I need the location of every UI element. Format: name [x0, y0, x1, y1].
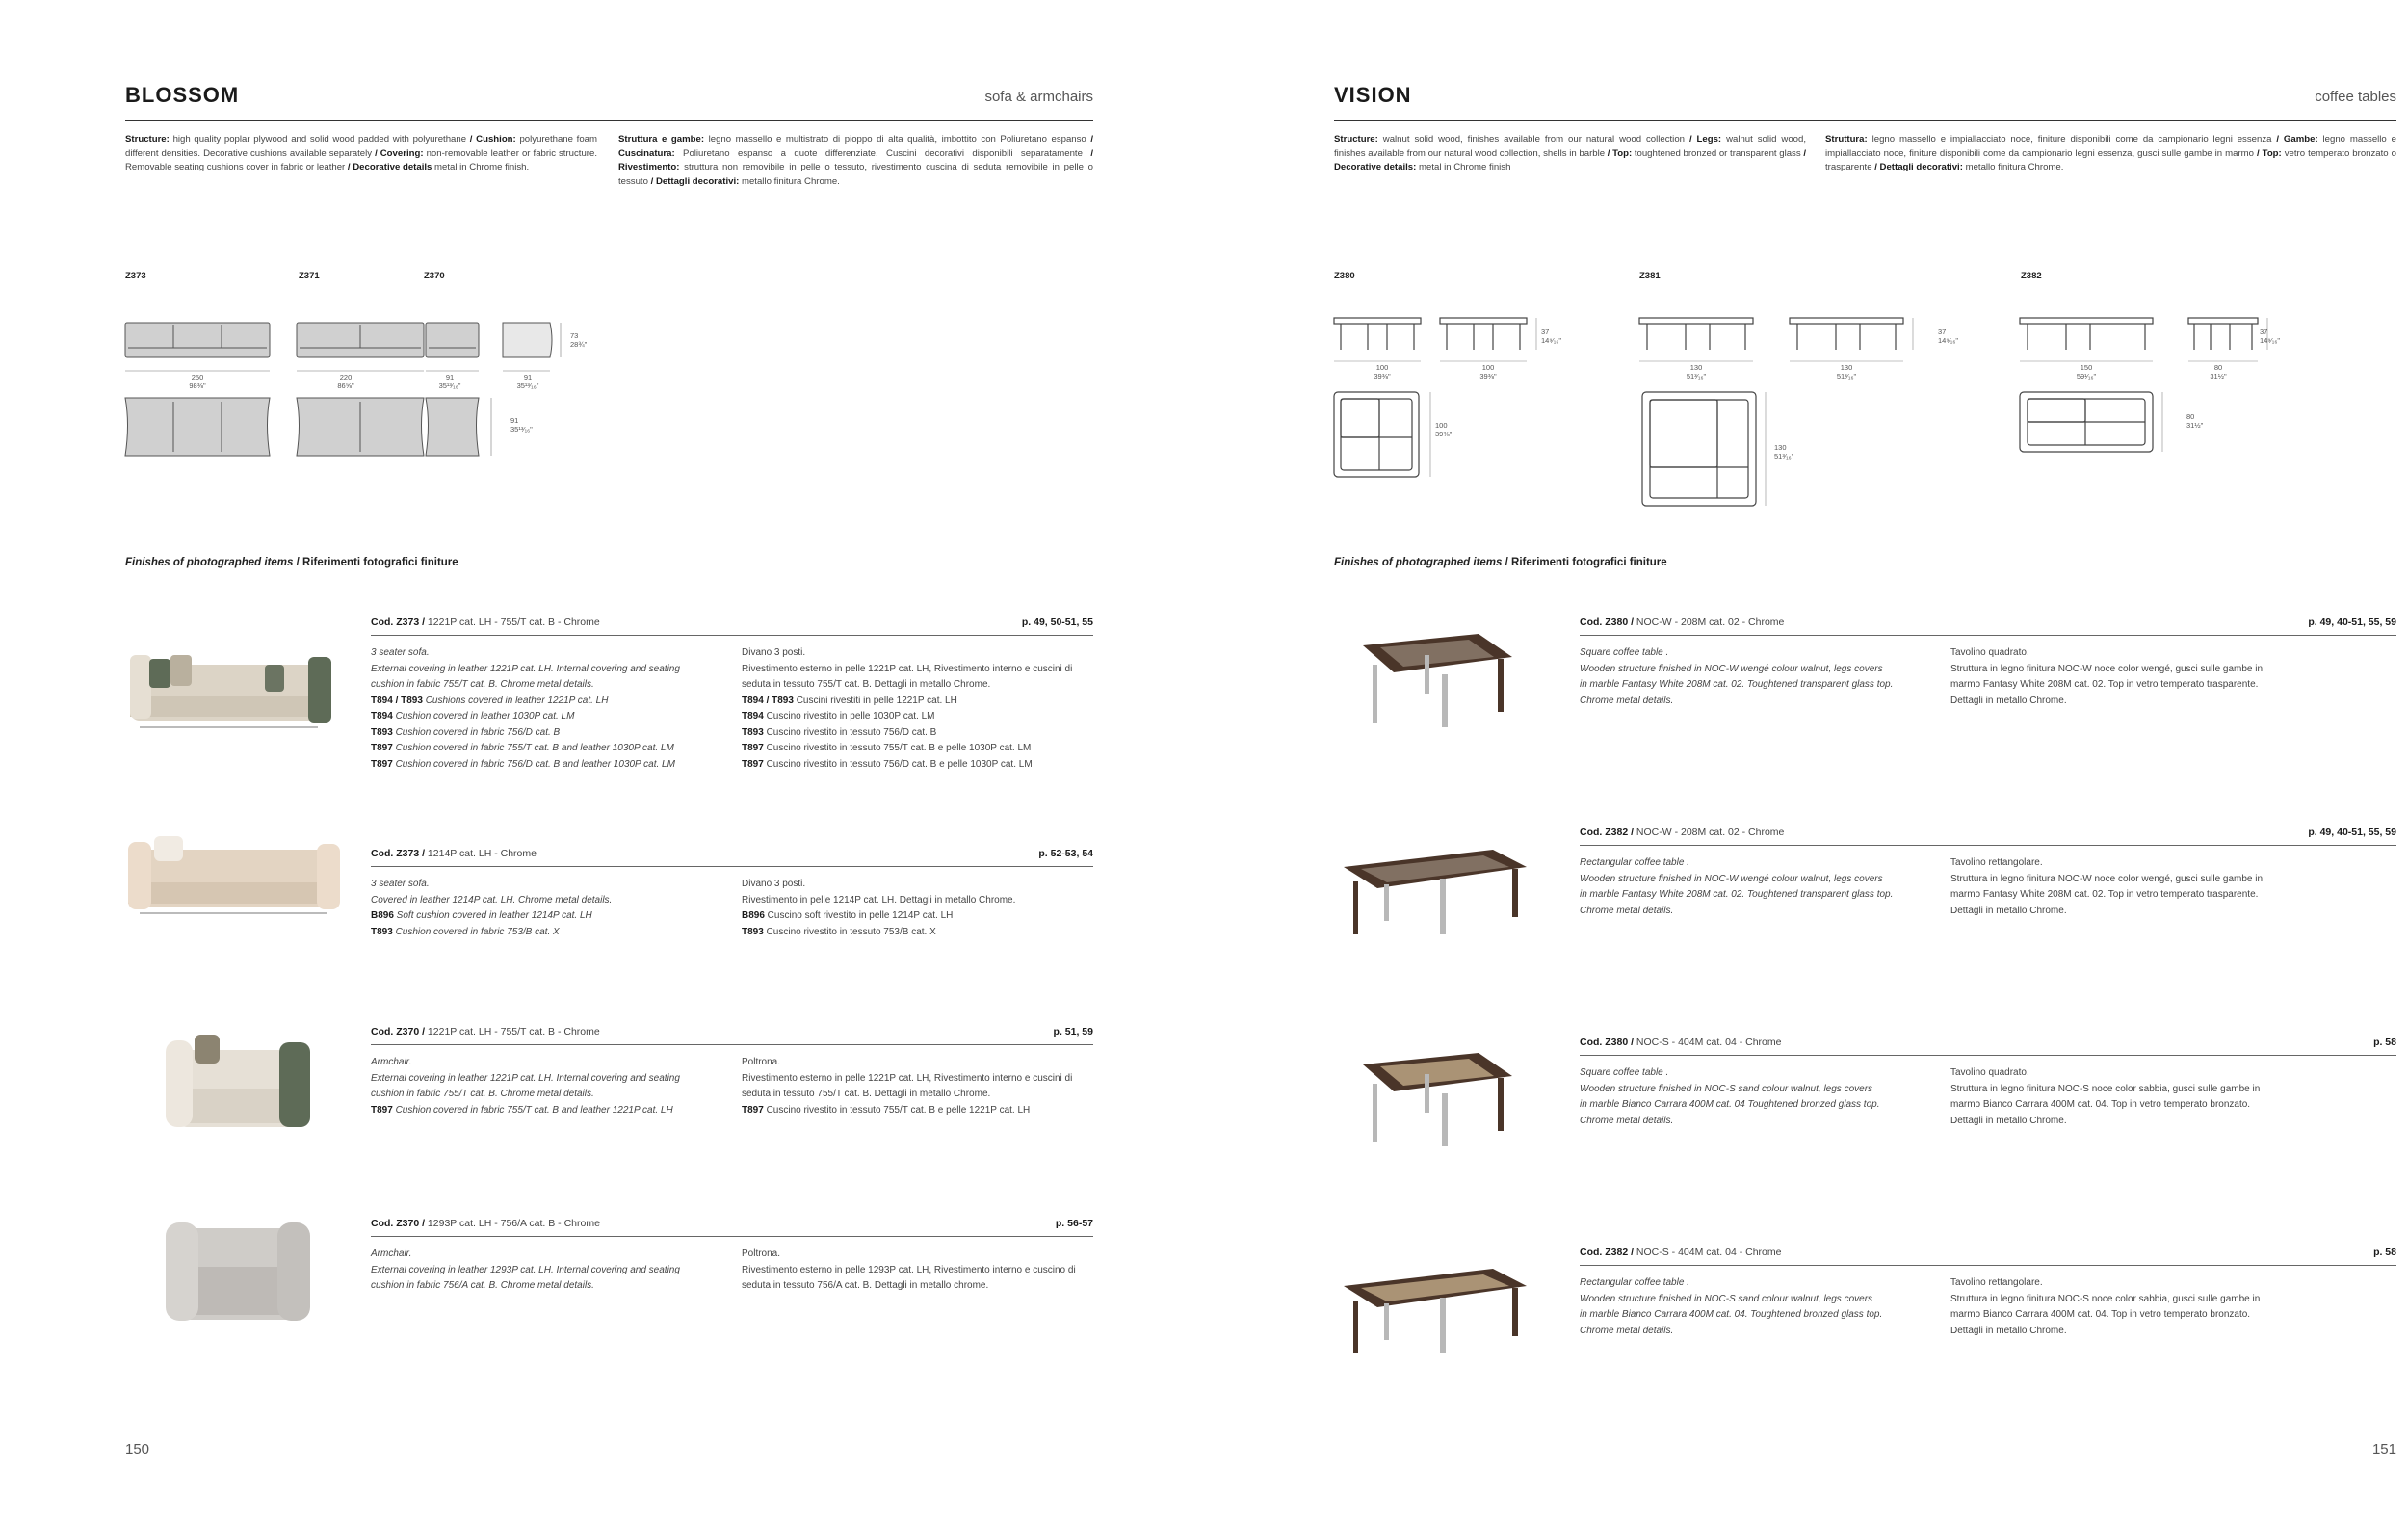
- sofa-photo: [120, 636, 342, 751]
- item-text-en: Square coffee table . Wooden structure finished in NOC-W wengé colour walnut, legs covers in marble Fantasy White 208M cat. 02. Toughtened transparent glass top. Chrome metal details.: [1580, 647, 1894, 706]
- title-rule: [125, 120, 1093, 121]
- coffee-table-photo: [1334, 1036, 1527, 1151]
- page-subtitle: sofa & armchairs: [984, 89, 1093, 105]
- dimension-label: 100 39⅜": [1435, 421, 1453, 438]
- page-title: BLOSSOM: [125, 83, 240, 107]
- dimension-label: 91 35¹³⁄₁₆": [510, 416, 533, 434]
- table-technical-drawing: [1329, 313, 2398, 525]
- item-text-it: Tavolino quadrato. Struttura in legno finitura NOC-W noce color wengé, gusci sulle gambe in marmo Fantasy White 208M cat. 02. Top in vetro temperato trasparente. Dettagli in metallo Chrome.: [1950, 647, 2264, 706]
- sofa-photo: [120, 828, 342, 925]
- description-it: Struttura: legno massello e impiallacciato noce, finiture disponibili come da campionario legni essenza / Gambe: legno massello e impiallacciato noce, finiture disponibili come da campionario legni essenza, gusci sulle gambe in marmo / Top: vetro temperato bronzato o trasparente / Dettagli decorativi: metallo finitura Chrome.: [1825, 134, 2396, 172]
- dimension-label: 130 51³⁄₁₆": [1686, 363, 1707, 381]
- item-text-it: Tavolino rettangolare. Struttura in legno finitura NOC-S noce color sabbia, gusci sulle gambe in marmo Bianco Carrara 400M cat. 04. Top in vetro temperato bronzato. Dettagli in metallo Chrome.: [1950, 1277, 2261, 1336]
- model-code: Z373: [125, 271, 146, 281]
- armchair-photo: [154, 1209, 327, 1334]
- page-title: VISION: [1334, 83, 1412, 107]
- item-text-en: 3 seater sofa. External covering in leather 1221P cat. LH. Internal covering and seating cushion in fabric 755/T cat. B. Chrome metal details. T894 / T893 Cushions covered in leather 1221P cat. LH T894 Cushion covered in leather 1030P cat. LM T893 Cushion covered in fabric 756/D cat. B T897 Cushion covered in fabric 755/T cat. B and leather 1030P cat. LM T897 Cushion covered in fabric 756/D cat. B and leather 1030P cat. LM: [371, 647, 680, 770]
- item-text-en: Rectangular coffee table . Wooden structure finished in NOC-W wengé colour walnut, legs covers in marble Fantasy White 208M cat. 02. Toughtened transparent glass top. Chrome metal details.: [1580, 857, 1894, 916]
- dimension-label: 73 28¾": [570, 331, 588, 349]
- finishes-heading: Finishes of photographed items / Riferimenti fotografici finiture: [1334, 557, 1667, 568]
- description-it: Struttura e gambe: legno massello e multistrato di pioppo di alta qualità, imbottito con Poliuretano espanso / Cuscinatura: Poliuretano espanso a quote differenziate. Cuscini decorativi disponibili separatamente / Rivestimento: struttura non removibile in pelle o tessuto, rivestimento cuscina di seduta removibile in pelle o tessuto / Dettagli decorativi: metallo finitura Chrome.: [618, 134, 1093, 187]
- dimension-label: 100 39⅜": [1479, 363, 1497, 381]
- coffee-table-photo: [1334, 617, 1527, 732]
- item-text-it: Poltrona. Rivestimento esterno in pelle 1293P cat. LH, Rivestimento interno e cuscino di seduta in tessuto 756/A cat. B. Dettagli in metallo chrome.: [742, 1248, 1076, 1291]
- description-en: Structure: walnut solid wood, finishes available from our natural wood collection / Legs: walnut solid wood, finishes available from our natural wood collection, shells in barble / Top: toughtened bronzed or transparent glass / Decorative details: metal in Chrome finish: [1334, 134, 1807, 172]
- dimension-label: 250 98⅜": [189, 373, 206, 390]
- right-page: VISION coffee tables Structure: walnut solid wood, finishes available from our natural wood collection / Legs: walnut solid wood, finishes available from our natural wood collection, shells in barble / Top: toughtened bronzed or transparent glass / Decorative details: metal in Chrome finish Struttura: legno massello e impiallacciato noce, finiture disponibili come da campionario legni essenza / Gambe: legno massello e impiallacciato noce, finiture disponibili come da campionario legni essenza, gusci sulle gambe in marmo / Top: vetro temperato bronzato o trasparente / Dettagli decorativi: metallo finitura Chrome. Z380 Z381 Z382 100 39⅜" 100 39⅜" 37 14⁹⁄₁₆" 100 39⅜" 130 51³⁄₁₆" 130 51³⁄₁₆" 37 14⁹⁄₁₆" 130 51³⁄₁₆" 150 59¹⁄₁₆" 80 31½" 37 14⁹⁄₁₆" 80 31½" Finishes of photographed items / Riferimenti fotografici finiture Cod. Z380 / NOC-W - 208M cat. 02 - Chrome p. 49, 40-51, 55, 59 Square coffee table . Wooden structure finished in NOC-W wengé colour walnut, legs covers in marble Fantasy White 208M cat. 02. Toughtened transparent glass top. Chrome metal details. Tavolino quadrato. Struttura in legno finitura NOC-W noce color wengé, gusci sulle gambe in marmo Fantasy White 208M cat. 02. Top in vetro temperato trasparente. Dettagli in metallo Chrome. Cod. Z382 / NOC-W - 208M cat. 02 - Chrome p. 49, 40-51, 55, 59 Rectangular coffee table . Wooden structure finished in NOC-W wengé colour walnut, legs covers in marble Fantasy White 208M cat. 02. Toughtened transparent glass top. Chrome metal details. Tavolino rettangolare. Struttura in legno finitura NOC-W noce color wengé, gusci sulle gambe in marmo Fantasy White 208M cat. 02. Top in vetro temperato trasparente. Dettagli in metallo Chrome. Cod. Z380 / NOC-S - 404M cat. 04 - Chrome p. 58 Square coffee table . Wooden structure finished in NOC-S sand colour walnut, legs covers in marble Bianco Carrara 400M cat. 04 Toughtened bronzed glass top. Chrome metal details. Tavolino quadrato. Struttura in legno finitura NOC-S noce color sabbia, gusci sulle gambe in marmo Bianco Carrara 400M cat. 04. Top in vetro temperato bronzato. Dettagli in metallo Chrome. Cod. Z382 / NOC-S - 404M cat. 04 - Chrome p. 58 Rectangular coffee table . Wooden structure finished in NOC-S sand colour walnut, legs covers in marble Bianco Carrara 400M cat. 04. Toughtened bronzed glass top. Chrome metal details. Tavolino rettangolare. Struttura in legno finitura NOC-S noce color sabbia, gusci sulle gambe in marmo Bianco Carrara 400M cat. 04. Top in vetro temperato bronzato. Dettagli in metallo Chrome. 151: [1204, 0, 2408, 1524]
- dimension-label: 80 31½": [2186, 412, 2204, 430]
- model-code: Z381: [1639, 271, 1661, 281]
- model-code: Z370: [424, 271, 445, 281]
- page-number: 151: [2371, 1441, 2396, 1458]
- dimension-label: 80 31½": [2210, 363, 2227, 381]
- item-text-it: Tavolino quadrato. Struttura in legno finitura NOC-S noce color sabbia, gusci sulle gambe in marmo Bianco Carrara 400M cat. 04. Top in vetro temperato bronzato. Dettagli in metallo Chrome.: [1950, 1067, 2261, 1126]
- item-text-it: Poltrona. Rivestimento esterno in pelle 1221P cat. LH, Rivestimento interno e cuscini di seduta in tessuto 755/T cat. B. Dettagli in metallo Chrome. T897 Cuscino rivestito in tessuto 755/T cat. B e pelle 1221P cat. LH: [742, 1057, 1073, 1116]
- item-text-it: Tavolino rettangolare. Struttura in legno finitura NOC-W noce color wengé, gusci sulle gambe in marmo Fantasy White 208M cat. 02. Top in vetro temperato trasparente. Dettagli in metallo Chrome.: [1950, 857, 2264, 916]
- coffee-table-photo: [1324, 828, 1536, 944]
- dimension-label: 37 14⁹⁄₁₆": [1938, 328, 1959, 345]
- item-text-en: Armchair. External covering in leather 1221P cat. LH. Internal covering and seating cushion in fabric 755/T cat. B. Chrome metal details. T897 Cushion covered in fabric 755/T cat. B and leather 1221P cat. LH: [371, 1057, 680, 1116]
- dimension-label: 91 35¹³⁄₁₆": [516, 373, 539, 390]
- dimension-label: 100 39⅜": [1374, 363, 1391, 381]
- page-number: 150: [125, 1441, 150, 1458]
- armchair-photo: [154, 1021, 327, 1137]
- dimension-label: 130 51³⁄₁₆": [1774, 443, 1794, 460]
- item-text-it: Divano 3 posti. Rivestimento esterno in pelle 1221P cat. LH, Rivestimento interno e cuscini di seduta in tessuto 755/T cat. B. Dettagli in metallo Chrome. T894 / T893 Cuscini rivestiti in pelle 1221P cat. LH T894 Cuscino rivestito in pelle 1030P cat. LM T893 Cuscino rivestito in tessuto 756/D cat. B T897 Cuscino rivestito in tessuto 755/T cat. B e pelle 1030P cat. LM T897 Cuscino rivestito in tessuto 756/D cat. B e pelle 1030P cat. LM: [742, 647, 1073, 770]
- item-text-en: Rectangular coffee table . Wooden structure finished in NOC-S sand colour walnut, legs covers in marble Bianco Carrara 400M cat. 04. Toughtened bronzed glass top. Chrome metal details.: [1580, 1277, 1883, 1336]
- left-page: BLOSSOM sofa & armchairs Structure: high quality poplar plywood and solid wood padded with polyurethane / Cushion: polyurethane foam different densities. Decorative cushions available separately / Covering: non-removable leather or fabric structure. Removable seating cushions cover in fabric or leather / Decorative details metal in Chrome finish. Struttura e gambe: legno massello e multistrato di pioppo di alta qualità, imbottito con Poliuretano espanso / Cuscinatura: Poliuretano espanso a quote differenziate. Cuscini decorativi disponibili separatamente / Rivestimento: struttura non removibile in pelle o tessuto, rivestimento cuscina di seduta removibile in pelle o tessuto / Dettagli decorativi: metallo finitura Chrome. Z373 Z371 Z370 250 98⅜" 220 86⅝" 91 35¹³⁄₁₆" 91 35¹³⁄₁₆" 73 28¾" 91 35¹³⁄₁₆" Finishes of photographed items / Riferimenti fotografici finiture Cod. Z373 / 1221P cat. LH - 755/T cat. B - Chrome p. 49, 50-51, 55 3 seater sofa. External covering in leather 1221P cat. LH. Internal covering and seating cushion in fabric 755/T cat. B. Chrome metal details. T894 / T893 Cushions covered in leather 1221P cat. LH T894 Cushion covered in leather 1030P cat. LM T893 Cushion covered in fabric 756/D cat. B T897 Cushion covered in fabric 755/T cat. B and leather 1030P cat. LM T897 Cushion covered in fabric 756/D cat. B and leather 1030P cat. LM Divano 3 posti. Rivestimento esterno in pelle 1221P cat. LH, Rivestimento interno e cuscini di seduta in tessuto 755/T cat. B. Dettagli in metallo Chrome. T894 / T893 Cuscini rivestiti in pelle 1221P cat. LH T894 Cuscino rivestito in pelle 1030P cat. LM T893 Cuscino rivestito in tessuto 756/D cat. B T897 Cuscino rivestito in tessuto 755/T cat. B e pelle 1030P cat. LM T897 Cuscino rivestito in tessuto 756/D cat. B e pelle 1030P cat. LM Cod. Z373 / 1214P cat. LH - Chrome p. 52-53, 54 3 seater sofa. Covered in leather 1214P cat. LH. Chrome metal details. B896 Soft cushion covered in leather 1214P cat. LH T893 Cushion covered in fabric 753/B cat. X Divano 3 posti. Rivestimento in pelle 1214P cat. LH. Dettagli in metallo Chrome. B896 Cuscino soft rivestito in pelle 1214P cat. LH T893 Cuscino rivestito in tessuto 753/B cat. X Cod. Z370 / 1221P cat. LH - 755/T cat. B - Chrome p. 51, 59 Armchair. External covering in leather 1221P cat. LH. Internal covering and seating cushion in fabric 755/T cat. B. Chrome metal details. T897 Cushion covered in fabric 755/T cat. B and leather 1221P cat. LH Poltrona. Rivestimento esterno in pelle 1221P cat. LH, Rivestimento interno e cuscini di seduta in tessuto 755/T cat. B. Dettagli in metallo Chrome. T897 Cuscino rivestito in tessuto 755/T cat. B e pelle 1221P cat. LH Cod. Z370 / 1293P cat. LH - 756/A cat. B - Chrome p. 56-57 Armchair. External covering in leather 1293P cat. LH. Internal covering and seating cushion in fabric 756/A cat. B. Chrome metal details. Poltrona. Rivestimento esterno in pelle 1293P cat. LH, Rivestimento interno e cuscino di seduta in tessuto 756/A cat. B. Dettagli in metallo chrome. 150: [0, 0, 1204, 1524]
- item-text-en: Square coffee table . Wooden structure finished in NOC-S sand colour walnut, legs covers in marble Bianco Carrara 400M cat. 04 Toughtened bronzed glass top. Chrome metal details.: [1580, 1067, 1880, 1126]
- model-code: Z382: [2021, 271, 2042, 281]
- dimension-label: 37 14⁹⁄₁₆": [2260, 328, 2281, 345]
- dimension-label: 150 59¹⁄₁₆": [2076, 363, 2097, 381]
- coffee-table-photo: [1324, 1248, 1536, 1363]
- item-text-en: Armchair. External covering in leather 1293P cat. LH. Internal covering and seating cushion in fabric 756/A cat. B. Chrome metal details.: [371, 1248, 680, 1291]
- item-text-en: 3 seater sofa. Covered in leather 1214P cat. LH. Chrome metal details. B896 Soft cushion covered in leather 1214P cat. LH T893 Cushion covered in fabric 753/B cat. X: [371, 879, 613, 937]
- dimension-label: 91 35¹³⁄₁₆": [438, 373, 461, 390]
- description-en: Structure: high quality poplar plywood and solid wood padded with polyurethane / Cushion: polyurethane foam different densities. Decorative cushions available separately / Covering: non-removable leather or fabric structure. Removable seating cushions cover in fabric or leather / Decorative details metal in Chrome finish.: [125, 134, 598, 172]
- model-code: Z371: [299, 271, 320, 281]
- model-code: Z380: [1334, 271, 1355, 281]
- dimension-label: 37 14⁹⁄₁₆": [1541, 328, 1562, 345]
- finishes-heading: Finishes of photographed items / Riferimenti fotografici finiture: [125, 557, 458, 568]
- dimension-label: 220 86⅝": [337, 373, 354, 390]
- title-rule: [1334, 120, 2396, 121]
- dimension-label: 130 51³⁄₁₆": [1836, 363, 1857, 381]
- page-subtitle: coffee tables: [2315, 89, 2396, 105]
- item-text-it: Divano 3 posti. Rivestimento in pelle 1214P cat. LH. Dettagli in metallo Chrome. B896 Cuscino soft rivestito in pelle 1214P cat. LH T893 Cuscino rivestito in tessuto 753/B cat. X: [742, 879, 1016, 937]
- sofa-technical-drawing: [120, 313, 583, 467]
